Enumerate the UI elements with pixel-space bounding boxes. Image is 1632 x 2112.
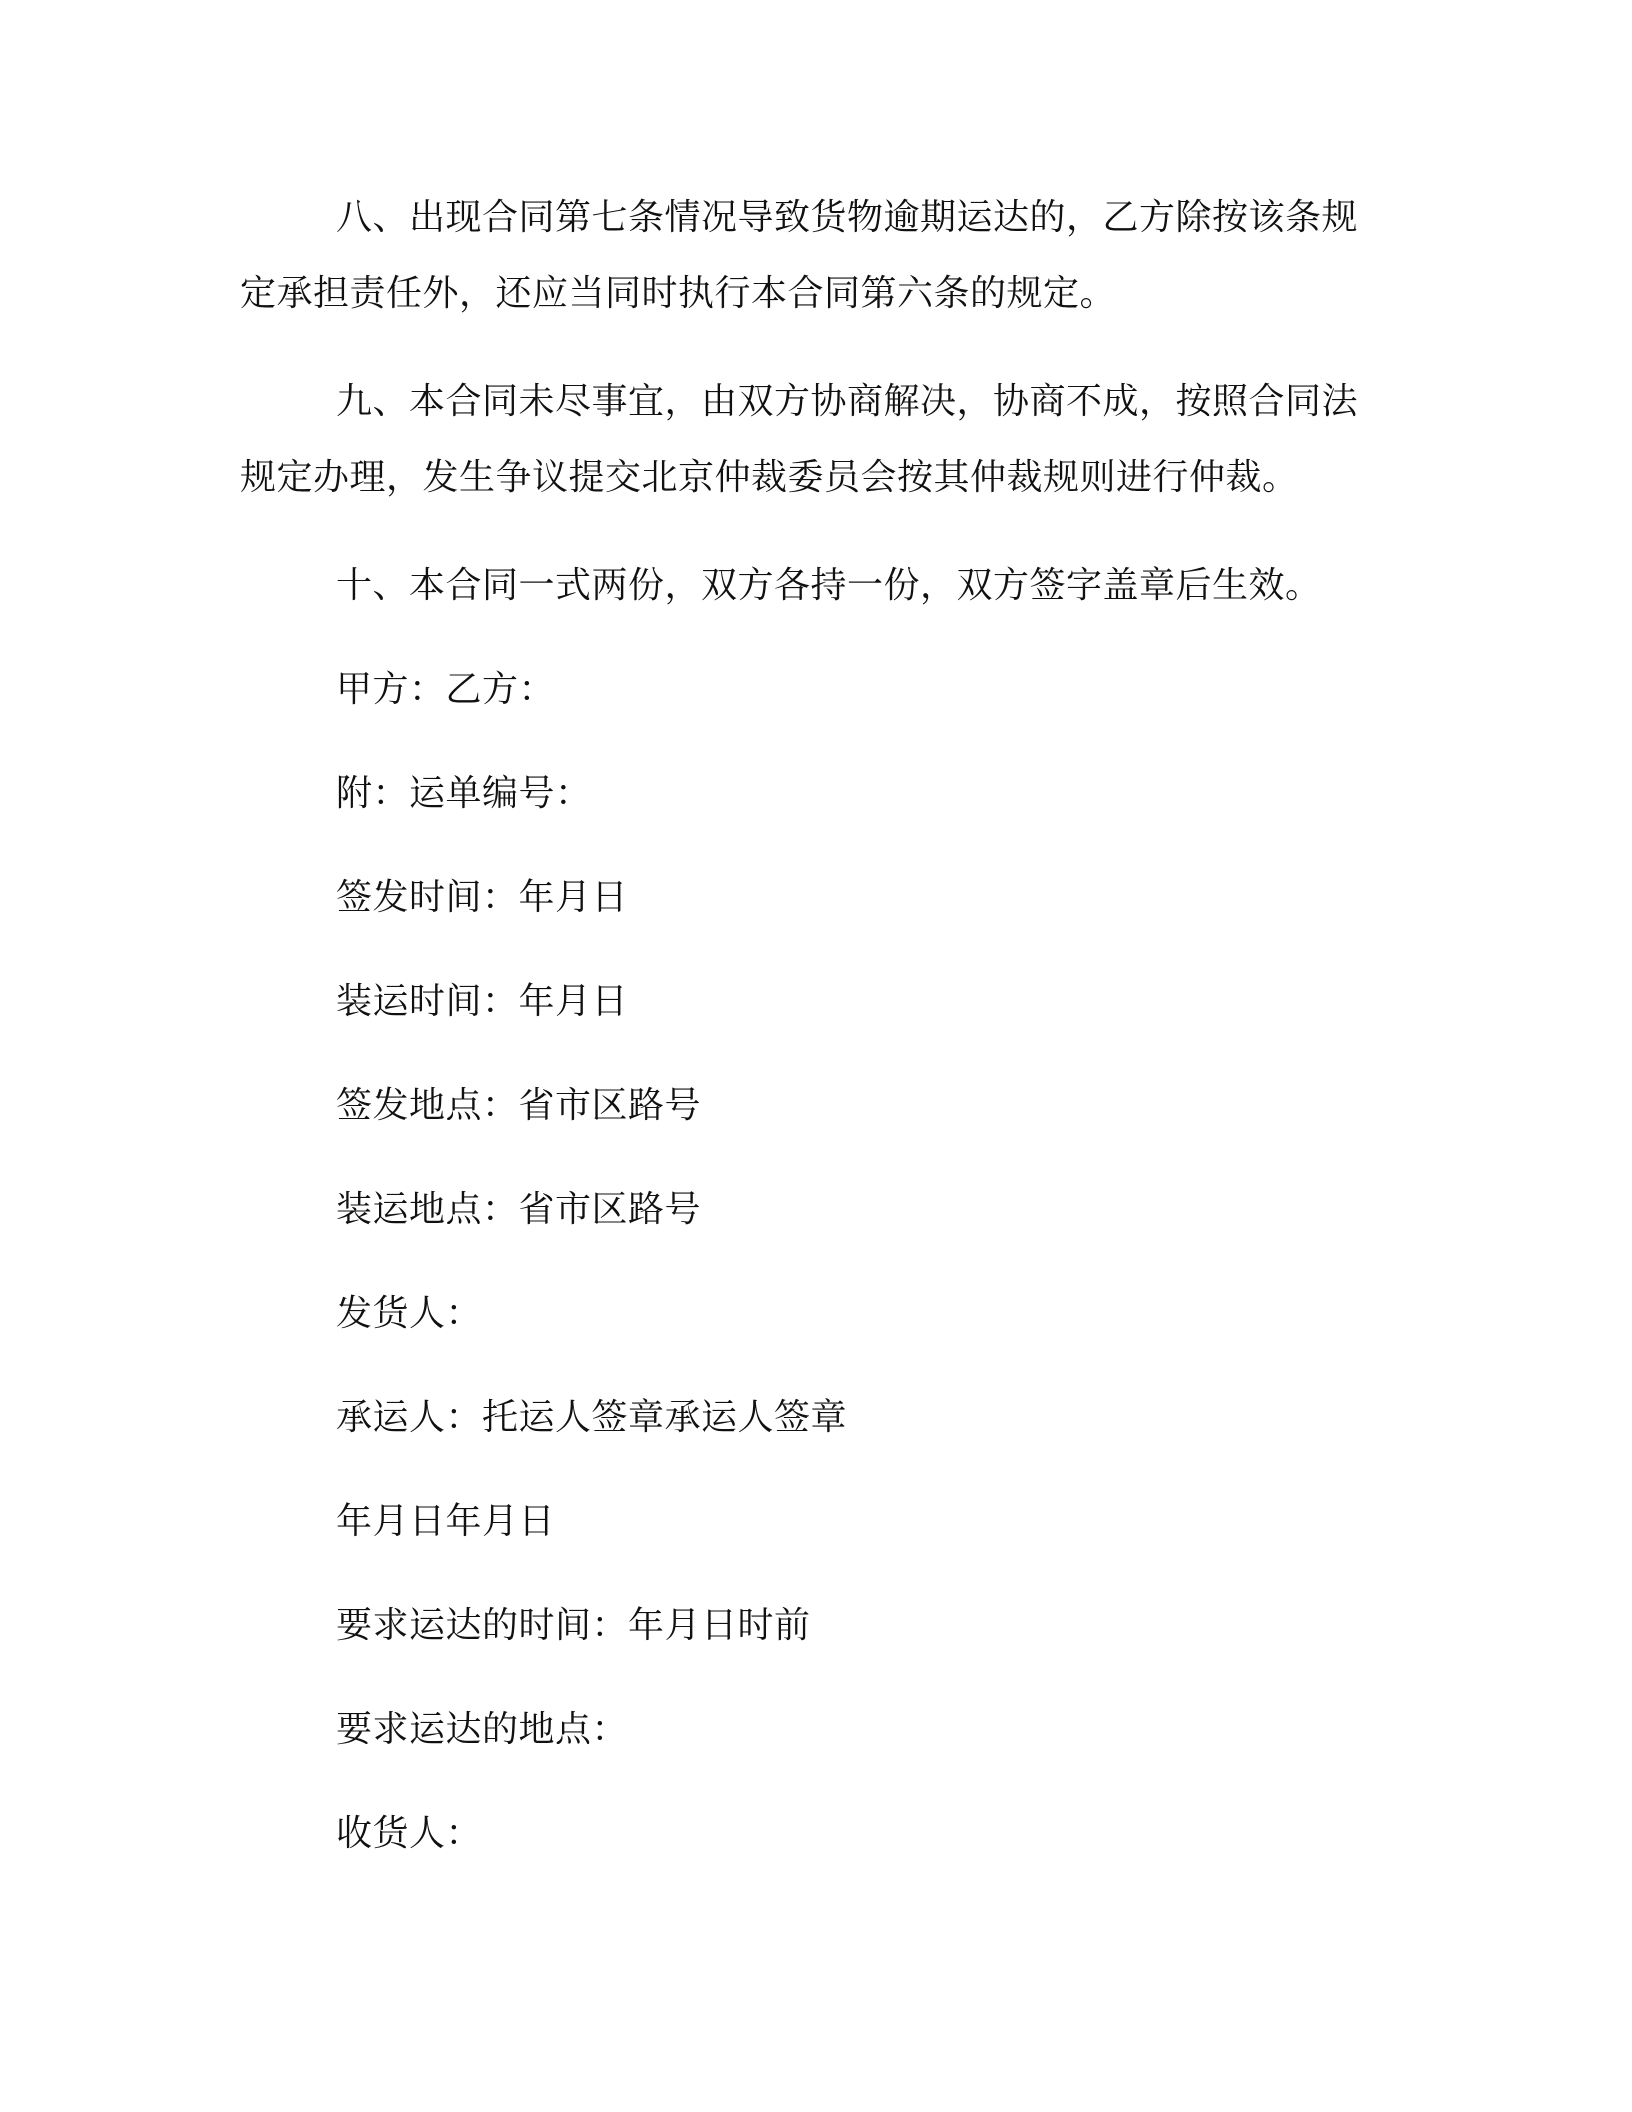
clause-9-text: 九、本合同未尽事宜，由双方协商解决，协商不成，按照合同法规定办理，发生争议提交北京仲裁委员会按其仲裁规则进行仲裁。	[240, 381, 1359, 498]
issue-place-text: 签发地点：省市区路号	[336, 1085, 702, 1126]
consignee-text: 收货人：	[336, 1813, 483, 1854]
arrival-time-line	[240, 1588, 1392, 1664]
carrier-text: 承运人：托运人签章承运人签章	[336, 1397, 848, 1438]
waybill-number-line	[240, 756, 1392, 832]
shipper-text: 发货人：	[336, 1293, 483, 1334]
consignee-line	[240, 1796, 1392, 1872]
load-time-line	[240, 964, 1392, 1040]
clause-10	[240, 548, 1392, 624]
clause-9	[240, 364, 1392, 516]
arrival-place-text: 要求运达的地点：	[336, 1709, 629, 1750]
issue-time-line	[240, 860, 1392, 936]
load-place-line	[240, 1172, 1392, 1248]
issue-place-line	[240, 1068, 1392, 1144]
load-place-text: 装运地点：省市区路号	[336, 1189, 702, 1230]
carrier-line	[240, 1380, 1392, 1456]
clause-8-text: 八、出现合同第七条情况导致货物逾期运达的，乙方除按该条规定承担责任外，还应当同时执行本合同第六条的规定。	[240, 197, 1359, 314]
sign-dates-text: 年月日年月日	[336, 1501, 556, 1542]
arrival-place-line	[240, 1692, 1392, 1768]
waybill-number-text: 附：运单编号：	[336, 773, 592, 814]
clause-8	[240, 180, 1392, 332]
parties-text: 甲方：乙方：	[336, 669, 556, 710]
arrival-time-text: 要求运达的时间：年月日时前	[336, 1605, 811, 1646]
parties-line	[240, 652, 1392, 728]
shipper-line	[240, 1276, 1392, 1352]
sign-dates-line	[240, 1484, 1392, 1560]
issue-time-text: 签发时间：年月日	[336, 877, 629, 918]
load-time-text: 装运时间：年月日	[336, 981, 629, 1022]
clause-10-text: 十、本合同一式两份，双方各持一份，双方签字盖章后生效。	[336, 565, 1322, 606]
